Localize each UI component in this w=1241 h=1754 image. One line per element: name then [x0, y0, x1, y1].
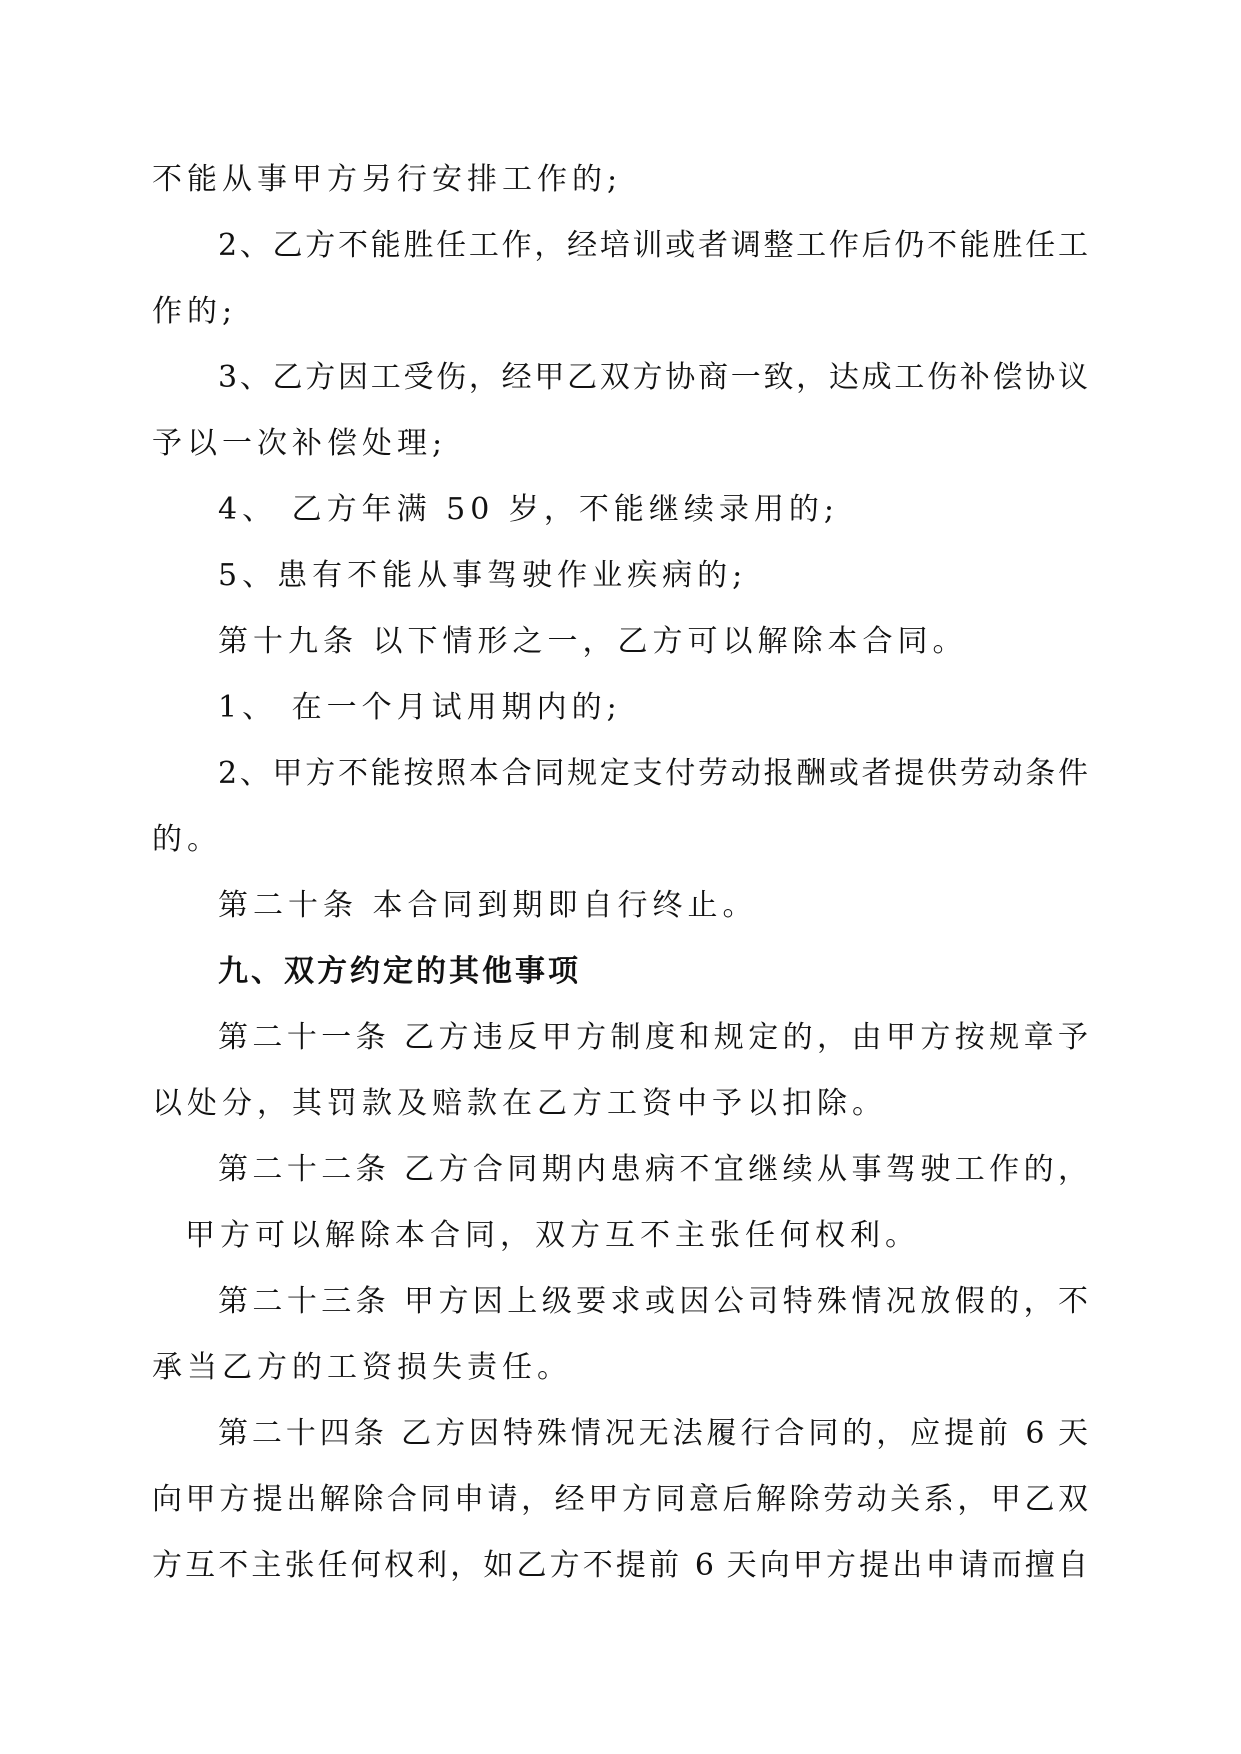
text-line-3: 作的; — [152, 294, 238, 329]
text-line-21: 向甲方提出解除合同申请，经甲方同意后解除劳动关系，甲乙双 — [152, 1482, 1088, 1517]
text-line-6: 4、 乙方年满 50 岁，不能继续录用的; — [218, 492, 839, 527]
text-line-19: 承当乙方的工资损失责任。 — [152, 1350, 572, 1385]
text-line-11: 的。 — [152, 822, 222, 857]
article-22-line: 第二十二条 乙方合同期内患病不宜继续从事驾驶工作的， — [218, 1152, 1088, 1187]
article-19-line: 第十九条 以下情形之一，乙方可以解除本合同。 — [218, 624, 968, 659]
text-line-22: 方互不主张任何权利，如乙方不提前 6 天向甲方提出申请而擅自 — [152, 1548, 1088, 1583]
text-line-5: 予以一次补偿处理; — [152, 426, 448, 461]
text-line-4: 3、乙方因工受伤，经甲乙双方协商一致，达成工伤补偿协议 — [218, 360, 1088, 395]
text-line-2: 2、乙方不能胜任工作，经培训或者调整工作后仍不能胜任工 — [218, 228, 1088, 263]
article-20-line: 第二十条 本合同到期即自行终止。 — [218, 888, 758, 923]
section-heading: 九、双方约定的其他事项 — [218, 954, 581, 989]
text-line-10: 2、甲方不能按照本合同规定支付劳动报酬或者提供劳动条件 — [218, 756, 1088, 791]
text-line-17: 甲方可以解除本合同，双方互不主张任何权利。 — [185, 1218, 920, 1253]
article-21-line: 第二十一条 乙方违反甲方制度和规定的，由甲方按规章予 — [218, 1020, 1088, 1055]
article-23-line: 第二十三条 甲方因上级要求或因公司特殊情况放假的，不 — [218, 1284, 1088, 1319]
text-line-9: 1、 在一个月试用期内的; — [218, 690, 622, 725]
text-line-15: 以处分，其罚款及赔款在乙方工资中予以扣除。 — [152, 1086, 887, 1121]
text-line-7: 5、患有不能从事驾驶作业疾病的; — [218, 558, 748, 593]
text-line-1: 不能从事甲方另行安排工作的; — [152, 162, 623, 197]
article-24-line: 第二十四条 乙方因特殊情况无法履行合同的，应提前 6 天 — [218, 1416, 1088, 1451]
